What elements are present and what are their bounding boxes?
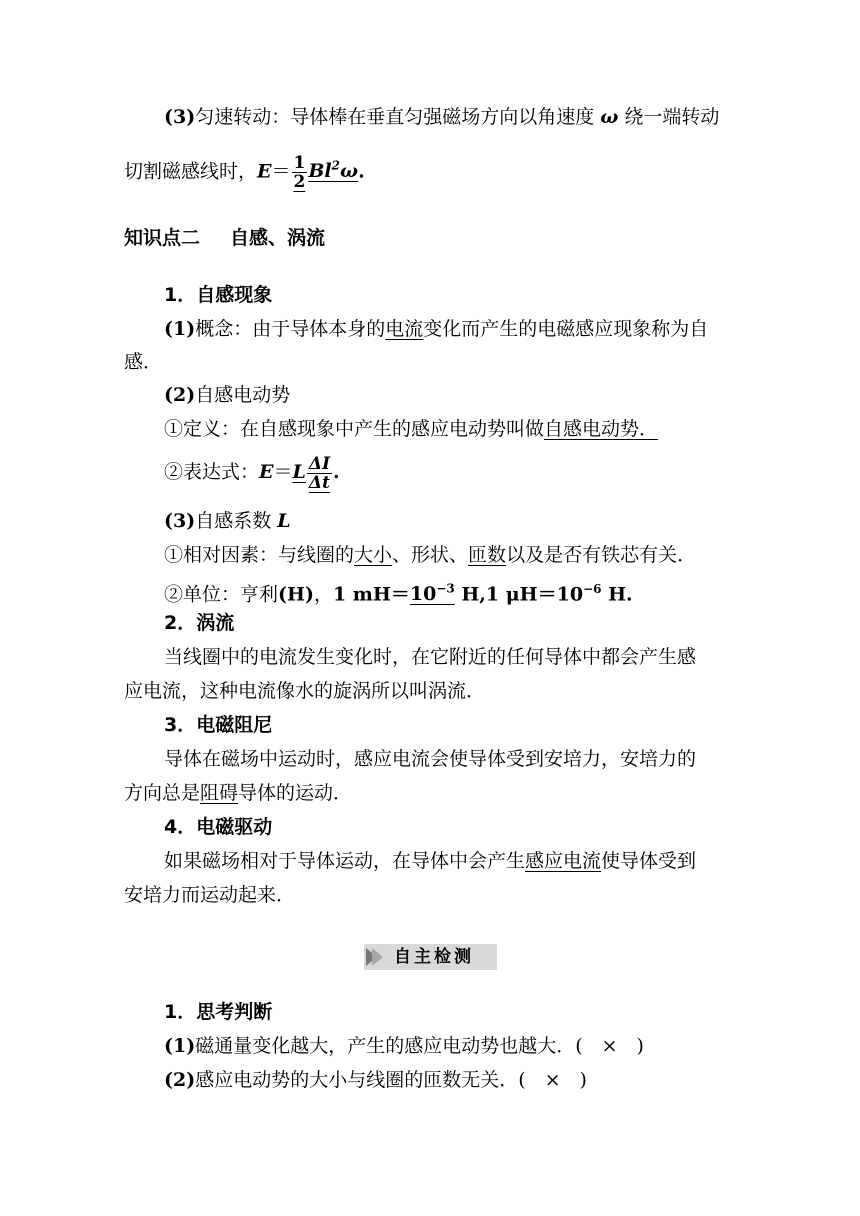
text: ②表达式：	[164, 461, 260, 483]
exponent: −3	[436, 582, 455, 596]
symbol: L	[277, 510, 291, 532]
text: 导体的运动．	[238, 782, 353, 804]
text: ①相对因素：与线圈的	[164, 544, 355, 566]
text: 概念：由于导体本身的	[195, 318, 386, 340]
answer-base: 10	[409, 583, 437, 606]
subheading	[164, 712, 272, 738]
text-line	[164, 1033, 644, 1059]
text: .	[358, 160, 365, 183]
label: (1)	[164, 318, 196, 340]
text: 自感电动势	[195, 384, 291, 406]
text-line	[124, 148, 365, 191]
text: 感应电动势的大小与线圈的匝数无关．( × )	[195, 1069, 587, 1091]
label: (2)	[164, 1069, 196, 1091]
text: 使导体受到	[601, 850, 697, 872]
text: 当线圈中的电流发生变化时，在它附近的任何导体中都会产生感	[164, 646, 697, 668]
text: 、形状、	[392, 544, 469, 566]
answer	[410, 583, 455, 605]
text-line	[164, 316, 708, 342]
heading-title: 自感、涡流	[230, 227, 326, 249]
symbol: E	[257, 160, 272, 183]
text: 应电流，这种电流像水的旋涡所以叫涡流．	[124, 680, 486, 702]
text: .	[333, 461, 340, 483]
text-line	[164, 848, 696, 874]
text: 自感系数	[195, 510, 278, 532]
text-line	[124, 780, 352, 806]
text: 绕一端转动	[618, 106, 720, 128]
heading-label: 知识点二	[124, 227, 201, 249]
text-line	[164, 416, 658, 442]
text: (H)	[278, 583, 314, 606]
text: 磁通量变化越大，产生的感应电动势也越大．( × )	[195, 1035, 644, 1057]
text: 2．涡流	[164, 612, 235, 634]
answer: 匝数	[468, 544, 507, 566]
text: ＝	[271, 160, 291, 183]
text: 安培力而运动起来．	[124, 884, 296, 906]
text: 1．自感现象	[164, 284, 273, 306]
label: (1)	[164, 1035, 196, 1057]
text: 切割磁感线时，	[124, 160, 258, 183]
label: (2)	[164, 384, 196, 406]
exponent: −6	[583, 582, 602, 596]
text: ＝	[273, 461, 293, 483]
text-line	[124, 349, 162, 375]
fraction	[292, 154, 308, 191]
text-line	[164, 508, 291, 534]
text: 如果磁场相对于导体运动，在导体中会产生	[164, 850, 526, 872]
text: 方向总是	[124, 782, 201, 804]
text: 感．	[124, 351, 163, 373]
denominator: 2	[293, 171, 306, 192]
text-line	[124, 678, 485, 704]
text: 1．思考判断	[164, 1001, 273, 1023]
text: 以及是否有铁芯有关．	[506, 544, 697, 566]
section-heading	[124, 225, 325, 251]
answer: 电流	[385, 318, 424, 340]
label: (3)	[164, 510, 196, 532]
denominator: Δt	[308, 472, 330, 493]
exponent: 2	[331, 159, 340, 173]
text: ②单位：亨利	[164, 583, 279, 606]
text-line	[164, 576, 633, 607]
subheading	[164, 610, 234, 636]
formula	[308, 160, 358, 182]
answer: 大小	[354, 544, 393, 566]
fraction	[307, 455, 332, 492]
symbol: Bl	[308, 160, 332, 183]
text: H,1 μH＝10	[454, 583, 584, 606]
subheading	[164, 999, 272, 1025]
numerator: ΔI	[308, 453, 331, 474]
text: ①定义：在自感现象中产生的感应电动势叫做	[164, 418, 545, 440]
text: 3．电磁阻尼	[164, 714, 273, 736]
subheading	[164, 282, 272, 308]
arrow-icon	[372, 948, 383, 966]
text-line	[164, 454, 340, 492]
text: ，	[313, 583, 333, 606]
text-line	[164, 746, 696, 772]
symbol: ω	[340, 160, 359, 183]
banner-label: 自主检测	[394, 947, 474, 967]
section-banner	[364, 944, 497, 970]
text-line	[164, 644, 696, 670]
symbol: E	[259, 461, 274, 483]
symbol: L	[292, 461, 306, 483]
subheading	[164, 814, 272, 840]
text: 4．电磁驱动	[164, 816, 273, 838]
text-line	[124, 882, 295, 908]
text-line	[164, 542, 696, 568]
answer: 阻碍	[200, 782, 239, 804]
answer: 自感电动势．	[544, 418, 659, 440]
answer: 感应电流	[525, 850, 602, 872]
numerator: 1	[293, 152, 306, 173]
text: 匀速转动：导体棒在垂直匀强磁场方向以角速度	[195, 106, 601, 128]
text: 1 mH＝	[332, 583, 410, 606]
text: 变化而产生的电磁感应现象称为自	[423, 318, 709, 340]
symbol: ω	[600, 106, 619, 128]
text-line	[164, 1067, 587, 1093]
text-line	[164, 382, 290, 408]
text: H.	[601, 583, 633, 606]
label: (3)	[164, 106, 196, 128]
text: 导体在磁场中运动时，感应电流会使导体受到安培力，安培力的	[164, 748, 697, 770]
text-line	[164, 104, 719, 130]
